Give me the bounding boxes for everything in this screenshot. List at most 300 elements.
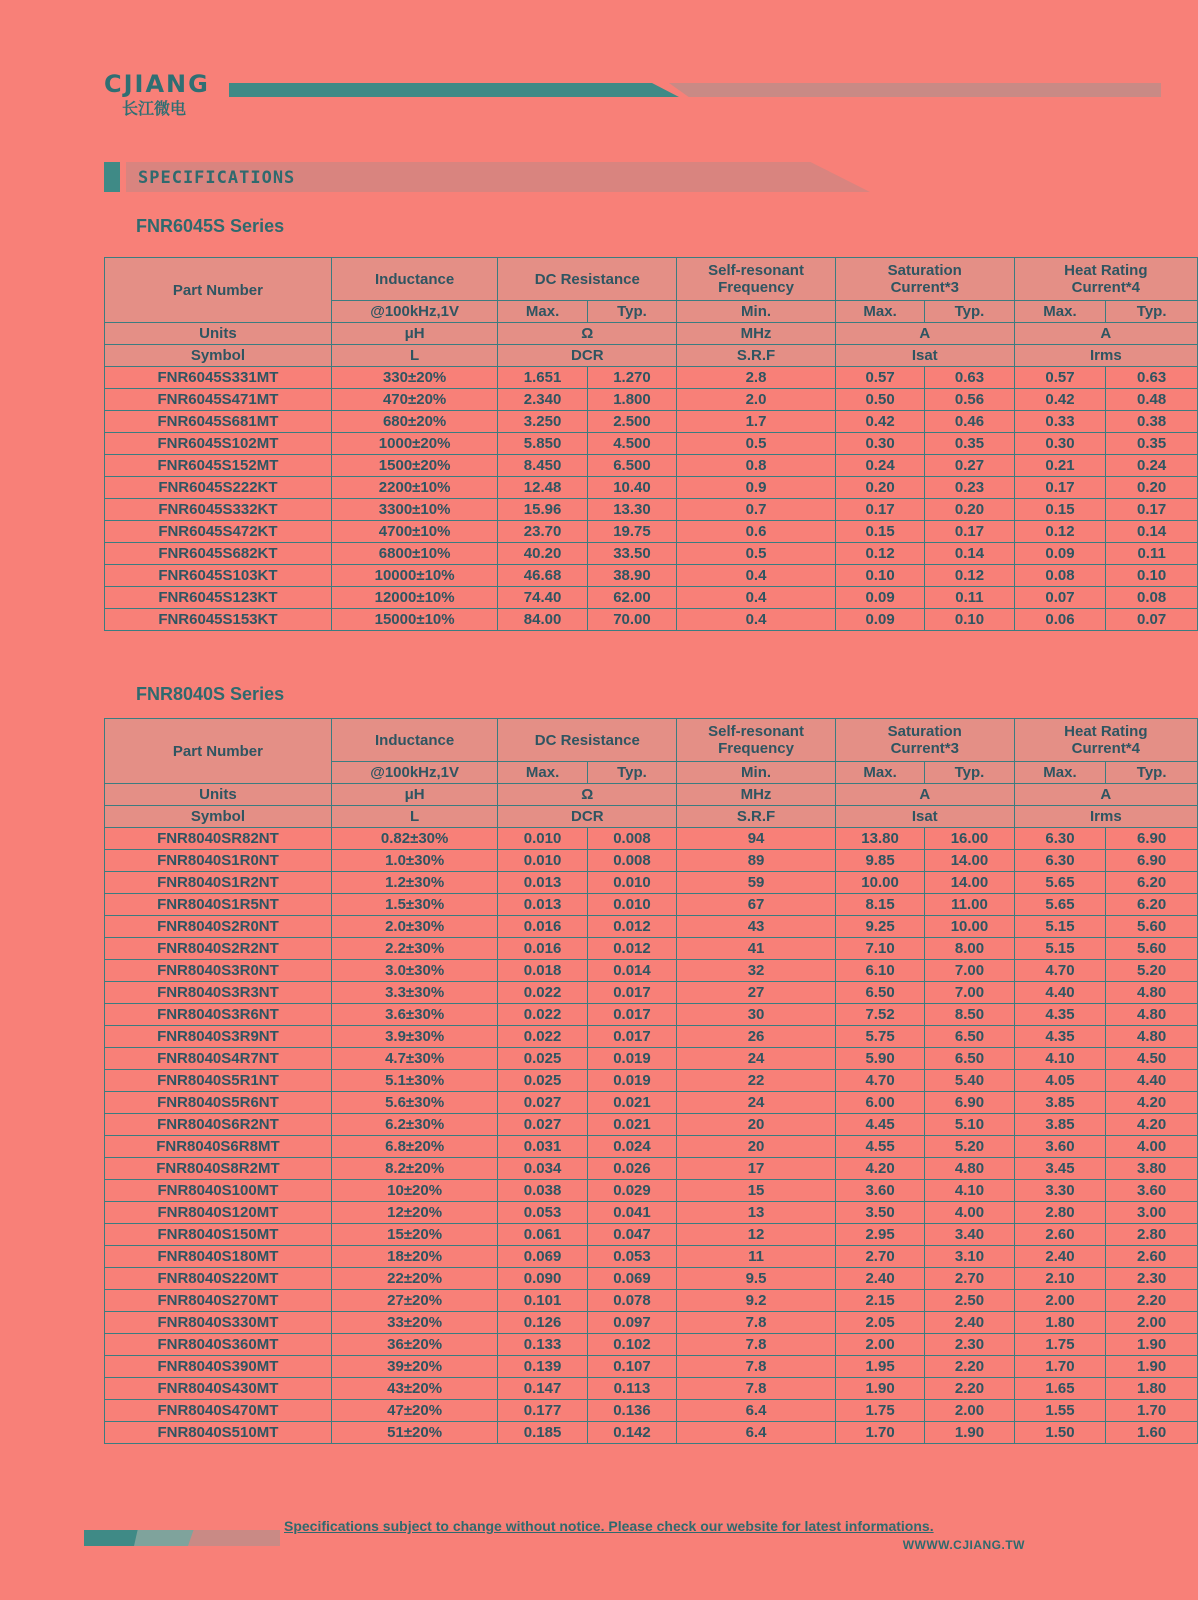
cell-isat-max: 3.60 [835, 1180, 924, 1202]
cell-srf-min: 9.2 [677, 1290, 836, 1312]
cell-srf-min: 41 [677, 938, 836, 960]
cell-isat-max: 4.70 [835, 1070, 924, 1092]
cell-dcr-max: 23.70 [498, 521, 587, 543]
table-units-row [105, 323, 1198, 345]
cell-irms-max: 1.55 [1014, 1400, 1106, 1422]
cell-inductance: 680±20% [331, 411, 498, 433]
cell-isat-typ: 2.20 [925, 1356, 1014, 1378]
cell-irms-max: 0.17 [1014, 477, 1106, 499]
cell-irms-typ: 1.80 [1106, 1378, 1198, 1400]
table-row [105, 872, 1198, 894]
cell-isat-typ: 0.17 [925, 521, 1014, 543]
table-row [105, 367, 1198, 389]
cell-srf-min: 7.8 [677, 1312, 836, 1334]
cell-dcr-max: 0.010 [498, 850, 587, 872]
subheader-sat-typ: Typ. [925, 762, 1014, 784]
cell-isat-typ: 0.12 [925, 565, 1014, 587]
cell-srf-min: 94 [677, 828, 836, 850]
cell-isat-typ: 0.20 [925, 499, 1014, 521]
subheader-test-condition: @100kHz,1V [331, 301, 498, 323]
cell-part-number: FNR8040S1R5NT [105, 894, 332, 916]
logo-subtitle: 长江微电 [122, 101, 187, 118]
units-dcr: Ω [498, 784, 677, 806]
cell-part-number: FNR6045S123KT [105, 587, 332, 609]
cell-inductance: 1500±20% [331, 455, 498, 477]
symbol-inductance: L [331, 345, 498, 367]
cell-isat-max: 0.09 [835, 587, 924, 609]
cell-inductance: 0.82±30% [331, 828, 498, 850]
subheader-srf-min: Min. [677, 301, 836, 323]
cell-part-number: FNR8040S120MT [105, 1202, 332, 1224]
cell-part-number: FNR6045S472KT [105, 521, 332, 543]
cell-dcr-typ: 1.800 [587, 389, 676, 411]
cell-dcr-typ: 0.010 [587, 894, 676, 916]
cell-dcr-typ: 0.136 [587, 1400, 676, 1422]
cell-irms-typ: 5.20 [1106, 960, 1198, 982]
cell-part-number: FNR8040S330MT [105, 1312, 332, 1334]
subheader-test-condition: @100kHz,1V [331, 762, 498, 784]
cell-srf-min: 2.8 [677, 367, 836, 389]
header-dc-resistance: DC Resistance [498, 719, 677, 762]
units-label: Units [105, 323, 332, 345]
cell-isat-typ: 4.10 [925, 1180, 1014, 1202]
cell-dcr-max: 0.177 [498, 1400, 587, 1422]
series-title-fnr8040s: FNR8040S Series [136, 684, 285, 704]
cell-part-number: FNR8040S470MT [105, 1400, 332, 1422]
symbol-isat: Isat [835, 345, 1014, 367]
header-heat-rating-current [1014, 719, 1197, 762]
subheader-heat-max: Max. [1014, 762, 1106, 784]
cell-isat-typ: 5.20 [925, 1136, 1014, 1158]
cell-dcr-max: 0.022 [498, 1026, 587, 1048]
cell-dcr-max: 0.147 [498, 1378, 587, 1400]
cell-part-number: FNR8040S3R6NT [105, 1004, 332, 1026]
header-srf-line2: Frequency [718, 279, 794, 296]
footer-bar-mid-segment [134, 1530, 194, 1546]
cell-isat-typ: 8.00 [925, 938, 1014, 960]
cell-irms-max: 4.40 [1014, 982, 1106, 1004]
cell-isat-max: 4.55 [835, 1136, 924, 1158]
cell-inductance: 6.2±30% [331, 1114, 498, 1136]
cell-irms-typ: 4.50 [1106, 1048, 1198, 1070]
cell-isat-typ: 2.00 [925, 1400, 1014, 1422]
header-saturation-current [835, 719, 1014, 762]
table-row [105, 1004, 1198, 1026]
table-header-row [105, 258, 1198, 301]
cell-dcr-typ: 0.019 [587, 1070, 676, 1092]
table-row [105, 565, 1198, 587]
header-saturation-current [835, 258, 1014, 301]
cell-srf-min: 1.7 [677, 411, 836, 433]
cell-dcr-typ: 70.00 [587, 609, 676, 631]
cell-srf-min: 26 [677, 1026, 836, 1048]
symbol-label: Symbol [105, 806, 332, 828]
cell-irms-typ: 0.24 [1106, 455, 1198, 477]
cell-srf-min: 24 [677, 1048, 836, 1070]
cell-irms-typ: 5.60 [1106, 916, 1198, 938]
cell-irms-typ: 0.38 [1106, 411, 1198, 433]
table-symbol-row [105, 345, 1198, 367]
cell-inductance: 10000±10% [331, 565, 498, 587]
cell-irms-typ: 6.90 [1106, 828, 1198, 850]
cell-dcr-typ: 62.00 [587, 587, 676, 609]
cell-srf-min: 0.4 [677, 609, 836, 631]
cell-part-number: FNR8040S270MT [105, 1290, 332, 1312]
table-row [105, 1070, 1198, 1092]
cell-part-number: FNR6045S103KT [105, 565, 332, 587]
cell-isat-max: 2.05 [835, 1312, 924, 1334]
cell-dcr-typ: 2.500 [587, 411, 676, 433]
cell-irms-max: 4.05 [1014, 1070, 1106, 1092]
cell-srf-min: 32 [677, 960, 836, 982]
subheader-srf-min: Min. [677, 762, 836, 784]
cell-irms-max: 2.60 [1014, 1224, 1106, 1246]
cell-dcr-max: 0.133 [498, 1334, 587, 1356]
cell-dcr-max: 0.139 [498, 1356, 587, 1378]
cell-dcr-max: 0.027 [498, 1092, 587, 1114]
cell-irms-typ: 4.40 [1106, 1070, 1198, 1092]
cell-part-number: FNR8040S5R6NT [105, 1092, 332, 1114]
cell-inductance: 15000±10% [331, 609, 498, 631]
units-inductance: μH [331, 784, 498, 806]
cell-dcr-typ: 38.90 [587, 565, 676, 587]
cell-isat-typ: 2.50 [925, 1290, 1014, 1312]
cell-irms-typ: 3.60 [1106, 1180, 1198, 1202]
symbol-isat: Isat [835, 806, 1014, 828]
cell-isat-max: 2.70 [835, 1246, 924, 1268]
cell-irms-typ: 4.20 [1106, 1092, 1198, 1114]
cell-irms-typ: 4.00 [1106, 1136, 1198, 1158]
table-row [105, 1048, 1198, 1070]
cell-irms-max: 3.85 [1014, 1092, 1106, 1114]
cell-irms-max: 3.45 [1014, 1158, 1106, 1180]
cell-isat-typ: 0.27 [925, 455, 1014, 477]
cell-irms-max: 1.50 [1014, 1422, 1106, 1444]
cell-irms-typ: 0.07 [1106, 609, 1198, 631]
table-row [105, 850, 1198, 872]
cell-isat-max: 4.20 [835, 1158, 924, 1180]
cell-srf-min: 9.5 [677, 1268, 836, 1290]
cell-dcr-typ: 0.078 [587, 1290, 676, 1312]
cell-isat-typ: 6.50 [925, 1048, 1014, 1070]
cell-srf-min: 20 [677, 1114, 836, 1136]
table-row [105, 1136, 1198, 1158]
section-marker [104, 162, 120, 192]
table-row [105, 455, 1198, 477]
cell-dcr-typ: 0.102 [587, 1334, 676, 1356]
table-row [105, 1092, 1198, 1114]
section-title: SPECIFICATIONS [138, 168, 296, 188]
cell-isat-typ: 0.14 [925, 543, 1014, 565]
cell-inductance: 43±20% [331, 1378, 498, 1400]
cell-irms-typ: 6.20 [1106, 872, 1198, 894]
cell-irms-typ: 4.80 [1106, 1004, 1198, 1026]
cell-part-number: FNR6045S152MT [105, 455, 332, 477]
cell-isat-typ: 0.63 [925, 367, 1014, 389]
cell-irms-typ: 4.80 [1106, 982, 1198, 1004]
cell-srf-min: 6.4 [677, 1422, 836, 1444]
cell-part-number: FNR8040S6R8MT [105, 1136, 332, 1158]
cell-isat-typ: 14.00 [925, 872, 1014, 894]
cell-srf-min: 2.0 [677, 389, 836, 411]
cell-inductance: 330±20% [331, 367, 498, 389]
footer-bar-light-segment [188, 1530, 280, 1546]
cell-srf-min: 7.8 [677, 1334, 836, 1356]
subheader-dcr-max: Max. [498, 301, 587, 323]
cell-inductance: 2.2±30% [331, 938, 498, 960]
cell-inductance: 15±20% [331, 1224, 498, 1246]
cell-irms-max: 4.70 [1014, 960, 1106, 982]
cell-dcr-typ: 0.010 [587, 872, 676, 894]
cell-isat-max: 0.50 [835, 389, 924, 411]
table-row [105, 1334, 1198, 1356]
cell-dcr-typ: 19.75 [587, 521, 676, 543]
cell-inductance: 1.0±30% [331, 850, 498, 872]
cell-dcr-typ: 6.500 [587, 455, 676, 477]
table-row [105, 609, 1198, 631]
cell-part-number: FNR8040S2R0NT [105, 916, 332, 938]
cell-irms-typ: 0.48 [1106, 389, 1198, 411]
cell-isat-max: 2.00 [835, 1334, 924, 1356]
symbol-irms: Irms [1014, 806, 1197, 828]
cell-irms-max: 5.15 [1014, 916, 1106, 938]
cell-srf-min: 11 [677, 1246, 836, 1268]
cell-irms-typ: 1.90 [1106, 1334, 1198, 1356]
cell-irms-max: 2.00 [1014, 1290, 1106, 1312]
cell-inductance: 6800±10% [331, 543, 498, 565]
cell-part-number: FNR8040S4R7NT [105, 1048, 332, 1070]
cell-dcr-typ: 0.097 [587, 1312, 676, 1334]
table-row [105, 433, 1198, 455]
header-self-resonant-frequency [677, 719, 836, 762]
cell-irms-typ: 0.63 [1106, 367, 1198, 389]
cell-irms-typ: 0.08 [1106, 587, 1198, 609]
cell-srf-min: 67 [677, 894, 836, 916]
cell-part-number: FNR8040S430MT [105, 1378, 332, 1400]
cell-dcr-max: 0.101 [498, 1290, 587, 1312]
cell-isat-typ: 2.40 [925, 1312, 1014, 1334]
header-bar-dark-segment [229, 83, 679, 97]
cell-dcr-typ: 0.008 [587, 828, 676, 850]
cell-inductance: 5.1±30% [331, 1070, 498, 1092]
cell-srf-min: 6.4 [677, 1400, 836, 1422]
section-heading [104, 162, 870, 192]
cell-isat-max: 2.95 [835, 1224, 924, 1246]
cell-inductance: 36±20% [331, 1334, 498, 1356]
cell-irms-max: 0.57 [1014, 367, 1106, 389]
cell-inductance: 27±20% [331, 1290, 498, 1312]
cell-dcr-max: 0.010 [498, 828, 587, 850]
cell-dcr-typ: 0.026 [587, 1158, 676, 1180]
table-row [105, 916, 1198, 938]
cell-dcr-max: 0.090 [498, 1268, 587, 1290]
cell-inductance: 3.9±30% [331, 1026, 498, 1048]
cell-isat-typ: 16.00 [925, 828, 1014, 850]
cell-irms-typ: 4.80 [1106, 1026, 1198, 1048]
cell-part-number: FNR8040S180MT [105, 1246, 332, 1268]
cell-part-number: FNR8040S2R2NT [105, 938, 332, 960]
cell-irms-max: 0.30 [1014, 433, 1106, 455]
cell-srf-min: 30 [677, 1004, 836, 1026]
cell-isat-max: 0.20 [835, 477, 924, 499]
cell-inductance: 4700±10% [331, 521, 498, 543]
table-row [105, 499, 1198, 521]
cell-irms-typ: 6.20 [1106, 894, 1198, 916]
cell-part-number: FNR8040S1R2NT [105, 872, 332, 894]
spec-table-fnr6045s [104, 257, 1198, 631]
cell-dcr-max: 46.68 [498, 565, 587, 587]
cell-part-number: FNR8040S510MT [105, 1422, 332, 1444]
cell-irms-max: 6.30 [1014, 828, 1106, 850]
header-bar-light-segment [669, 83, 1161, 97]
cell-dcr-typ: 0.021 [587, 1114, 676, 1136]
cell-inductance: 10±20% [331, 1180, 498, 1202]
cell-irms-max: 4.35 [1014, 1026, 1106, 1048]
header-sat-line1: Saturation [887, 723, 962, 740]
cell-dcr-max: 74.40 [498, 587, 587, 609]
table-row [105, 828, 1198, 850]
cell-isat-max: 6.50 [835, 982, 924, 1004]
cell-isat-typ: 4.80 [925, 1158, 1014, 1180]
cell-irms-typ: 0.17 [1106, 499, 1198, 521]
cell-isat-max: 0.15 [835, 521, 924, 543]
symbol-inductance: L [331, 806, 498, 828]
cell-inductance: 8.2±20% [331, 1158, 498, 1180]
cell-irms-typ: 0.20 [1106, 477, 1198, 499]
cell-inductance: 2200±10% [331, 477, 498, 499]
table-units-row [105, 784, 1198, 806]
cell-dcr-typ: 0.012 [587, 916, 676, 938]
cell-srf-min: 43 [677, 916, 836, 938]
cell-dcr-max: 0.038 [498, 1180, 587, 1202]
header-sat-line2: Current*3 [890, 740, 959, 757]
cell-dcr-typ: 0.012 [587, 938, 676, 960]
cell-isat-max: 6.00 [835, 1092, 924, 1114]
cell-irms-max: 1.65 [1014, 1378, 1106, 1400]
cell-isat-max: 10.00 [835, 872, 924, 894]
cell-isat-typ: 1.90 [925, 1422, 1014, 1444]
cell-irms-typ: 5.60 [1106, 938, 1198, 960]
cell-dcr-typ: 0.029 [587, 1180, 676, 1202]
company-logo [104, 70, 224, 116]
header-heat-rating-current [1014, 258, 1197, 301]
cell-isat-max: 0.30 [835, 433, 924, 455]
cell-dcr-max: 40.20 [498, 543, 587, 565]
cell-dcr-max: 0.034 [498, 1158, 587, 1180]
cell-dcr-max: 3.250 [498, 411, 587, 433]
cell-irms-typ: 0.14 [1106, 521, 1198, 543]
header-self-resonant-frequency [677, 258, 836, 301]
cell-dcr-max: 0.022 [498, 982, 587, 1004]
cell-part-number: FNR6045S102MT [105, 433, 332, 455]
cell-irms-typ: 0.35 [1106, 433, 1198, 455]
cell-irms-max: 2.80 [1014, 1202, 1106, 1224]
cell-part-number: FNR8040S1R0NT [105, 850, 332, 872]
cell-dcr-max: 84.00 [498, 609, 587, 631]
cell-srf-min: 59 [677, 872, 836, 894]
header-heat-line1: Heat Rating [1064, 723, 1148, 740]
units-inductance: μH [331, 323, 498, 345]
cell-irms-max: 0.12 [1014, 521, 1106, 543]
cell-part-number: FNR8040S3R0NT [105, 960, 332, 982]
cell-isat-typ: 0.10 [925, 609, 1014, 631]
cell-part-number: FNR8040S8R2MT [105, 1158, 332, 1180]
cell-inductance: 51±20% [331, 1422, 498, 1444]
cell-irms-typ: 1.70 [1106, 1400, 1198, 1422]
cell-dcr-max: 0.061 [498, 1224, 587, 1246]
cell-isat-max: 1.75 [835, 1400, 924, 1422]
subheader-sat-max: Max. [835, 301, 924, 323]
cell-irms-max: 1.80 [1014, 1312, 1106, 1334]
cell-isat-typ: 6.90 [925, 1092, 1014, 1114]
cell-irms-typ: 2.60 [1106, 1246, 1198, 1268]
cell-inductance: 47±20% [331, 1400, 498, 1422]
cell-isat-typ: 5.10 [925, 1114, 1014, 1136]
cell-irms-max: 2.40 [1014, 1246, 1106, 1268]
subheader-dcr-typ: Typ. [587, 301, 676, 323]
subheader-sat-max: Max. [835, 762, 924, 784]
cell-inductance: 3.0±30% [331, 960, 498, 982]
cell-srf-min: 22 [677, 1070, 836, 1092]
cell-srf-min: 0.7 [677, 499, 836, 521]
header-heat-line2: Current*4 [1071, 279, 1140, 296]
units-dcr: Ω [498, 323, 677, 345]
cell-irms-max: 4.35 [1014, 1004, 1106, 1026]
table-row [105, 587, 1198, 609]
cell-dcr-typ: 33.50 [587, 543, 676, 565]
cell-irms-typ: 0.11 [1106, 543, 1198, 565]
cell-inductance: 18±20% [331, 1246, 498, 1268]
cell-inductance: 3.6±30% [331, 1004, 498, 1026]
cell-isat-typ: 0.11 [925, 587, 1014, 609]
cell-dcr-max: 0.016 [498, 916, 587, 938]
cell-part-number: FNR8040S150MT [105, 1224, 332, 1246]
logo-text: CJIANG [104, 70, 210, 98]
header-sat-line2: Current*3 [890, 279, 959, 296]
table-row [105, 389, 1198, 411]
cell-dcr-max: 5.850 [498, 433, 587, 455]
table-row [105, 1180, 1198, 1202]
cell-irms-typ: 6.90 [1106, 850, 1198, 872]
cell-isat-max: 1.95 [835, 1356, 924, 1378]
cell-irms-max: 0.06 [1014, 609, 1106, 631]
cell-dcr-typ: 0.142 [587, 1422, 676, 1444]
table-row [105, 1114, 1198, 1136]
table-row [105, 543, 1198, 565]
cell-irms-max: 2.10 [1014, 1268, 1106, 1290]
cell-dcr-max: 0.022 [498, 1004, 587, 1026]
cell-dcr-typ: 0.017 [587, 1004, 676, 1026]
cell-irms-max: 0.07 [1014, 587, 1106, 609]
cell-dcr-max: 0.013 [498, 872, 587, 894]
cell-isat-typ: 2.20 [925, 1378, 1014, 1400]
cell-dcr-max: 0.018 [498, 960, 587, 982]
cell-isat-max: 7.10 [835, 938, 924, 960]
header-decorative-bar [229, 83, 1161, 97]
cell-srf-min: 0.9 [677, 477, 836, 499]
footer-disclaimer: Specifications subject to change without notice. Please check our website for latest informations. [284, 1518, 934, 1534]
cell-inductance: 1.5±30% [331, 894, 498, 916]
header-inductance: Inductance [331, 719, 498, 762]
cell-irms-max: 0.09 [1014, 543, 1106, 565]
table-row [105, 960, 1198, 982]
cell-part-number: FNR8040S6R2NT [105, 1114, 332, 1136]
subheader-heat-max: Max. [1014, 301, 1106, 323]
cell-inductance: 1000±20% [331, 433, 498, 455]
cell-dcr-max: 0.016 [498, 938, 587, 960]
cell-isat-typ: 6.50 [925, 1026, 1014, 1048]
cell-srf-min: 0.4 [677, 565, 836, 587]
